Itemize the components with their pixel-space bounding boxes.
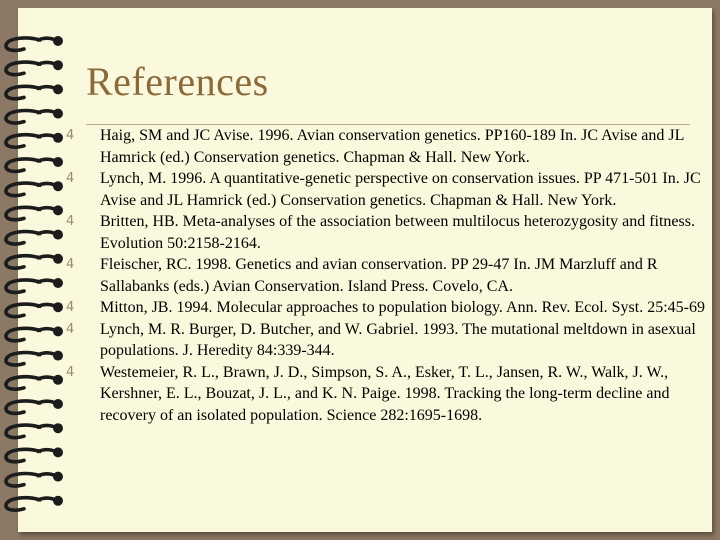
binding-ring bbox=[6, 326, 63, 340]
binding-ring bbox=[6, 496, 63, 510]
binding-ring bbox=[6, 205, 63, 219]
bullet-icon: 4 bbox=[66, 321, 75, 337]
reference-item bbox=[66, 297, 706, 319]
binding-ring bbox=[6, 84, 63, 98]
reference-item bbox=[66, 211, 706, 254]
binding-ring bbox=[6, 423, 63, 437]
binding-ring bbox=[6, 230, 63, 244]
binding-ring bbox=[6, 181, 63, 195]
binding-ring bbox=[6, 36, 63, 50]
reference-text: Fleischer, RC. 1998. Genetics and avian conservation. PP 29-47 In. JM Marzluff and R Sallabanks (eds.) Avian Conservation. Island Press. Covelo, CA. bbox=[100, 256, 658, 295]
reference-text: Mitton, JB. 1994. Molecular approaches to population biology. Ann. Rev. Ecol. Syst. 25:45-69 bbox=[100, 299, 705, 316]
binding-ring bbox=[6, 133, 63, 147]
reference-item bbox=[66, 319, 706, 362]
binding-ring bbox=[6, 109, 63, 123]
bullet-icon: 4 bbox=[66, 171, 75, 186]
reference-item bbox=[66, 362, 706, 427]
binding-ring bbox=[6, 447, 63, 461]
slide-title: References bbox=[86, 59, 269, 104]
reference-list bbox=[66, 125, 706, 426]
reference-text: Lynch, M. 1996. A quantitative-genetic perspective on conservation issues. PP 471-501 In. JC Avise and JL Hamrick (ed.) Conservation genetics. Chapman & Hall. New York. bbox=[100, 170, 701, 209]
binding-ring bbox=[6, 60, 63, 74]
reference-text: Britten, HB. Meta-analyses of the association between multilocus heterozygosity and fitness. Evolution 50:2158-2164. bbox=[100, 213, 695, 252]
reference-text: Westemeier, R. L., Brawn, J. D., Simpson, S. A., Esker, T. L., Jansen, R. W., Walk, J. W., Kershner, E. L., Bouzat, J. L., and K. N. Paige. 1998. Tracking the long-term decline and recovery of an isolated population. Science 282:1695-1698. bbox=[100, 363, 670, 424]
reference-item bbox=[66, 168, 706, 211]
binding-ring bbox=[6, 157, 63, 171]
binding-ring bbox=[6, 278, 63, 292]
binding-ring bbox=[6, 399, 63, 413]
binding-ring bbox=[6, 375, 63, 389]
bullet-icon: 4 bbox=[66, 364, 75, 380]
reference-text: Haig, SM and JC Avise. 1996. Avian conservation genetics. PP160-189 In. JC Avise and JL Hamrick (ed.) Conservation genetics. Chapman & Hall. New York. bbox=[100, 127, 684, 166]
binding-ring bbox=[6, 351, 63, 365]
binding-ring bbox=[6, 302, 63, 316]
bullet-icon: 4 bbox=[66, 300, 75, 315]
binding-ring bbox=[6, 254, 63, 268]
bullet-icon: 4 bbox=[66, 257, 75, 272]
reference-text: Lynch, M. R. Burger, D. Butcher, and W. Gabriel. 1993. The mutational meltdown in asexual populations. J. Heredity 84:339-344. bbox=[100, 320, 696, 359]
reference-item bbox=[66, 125, 706, 168]
reference-item bbox=[66, 254, 706, 297]
bullet-icon: 4 bbox=[66, 214, 75, 229]
binding-ring bbox=[6, 472, 63, 486]
bullet-icon: 4 bbox=[66, 128, 75, 143]
